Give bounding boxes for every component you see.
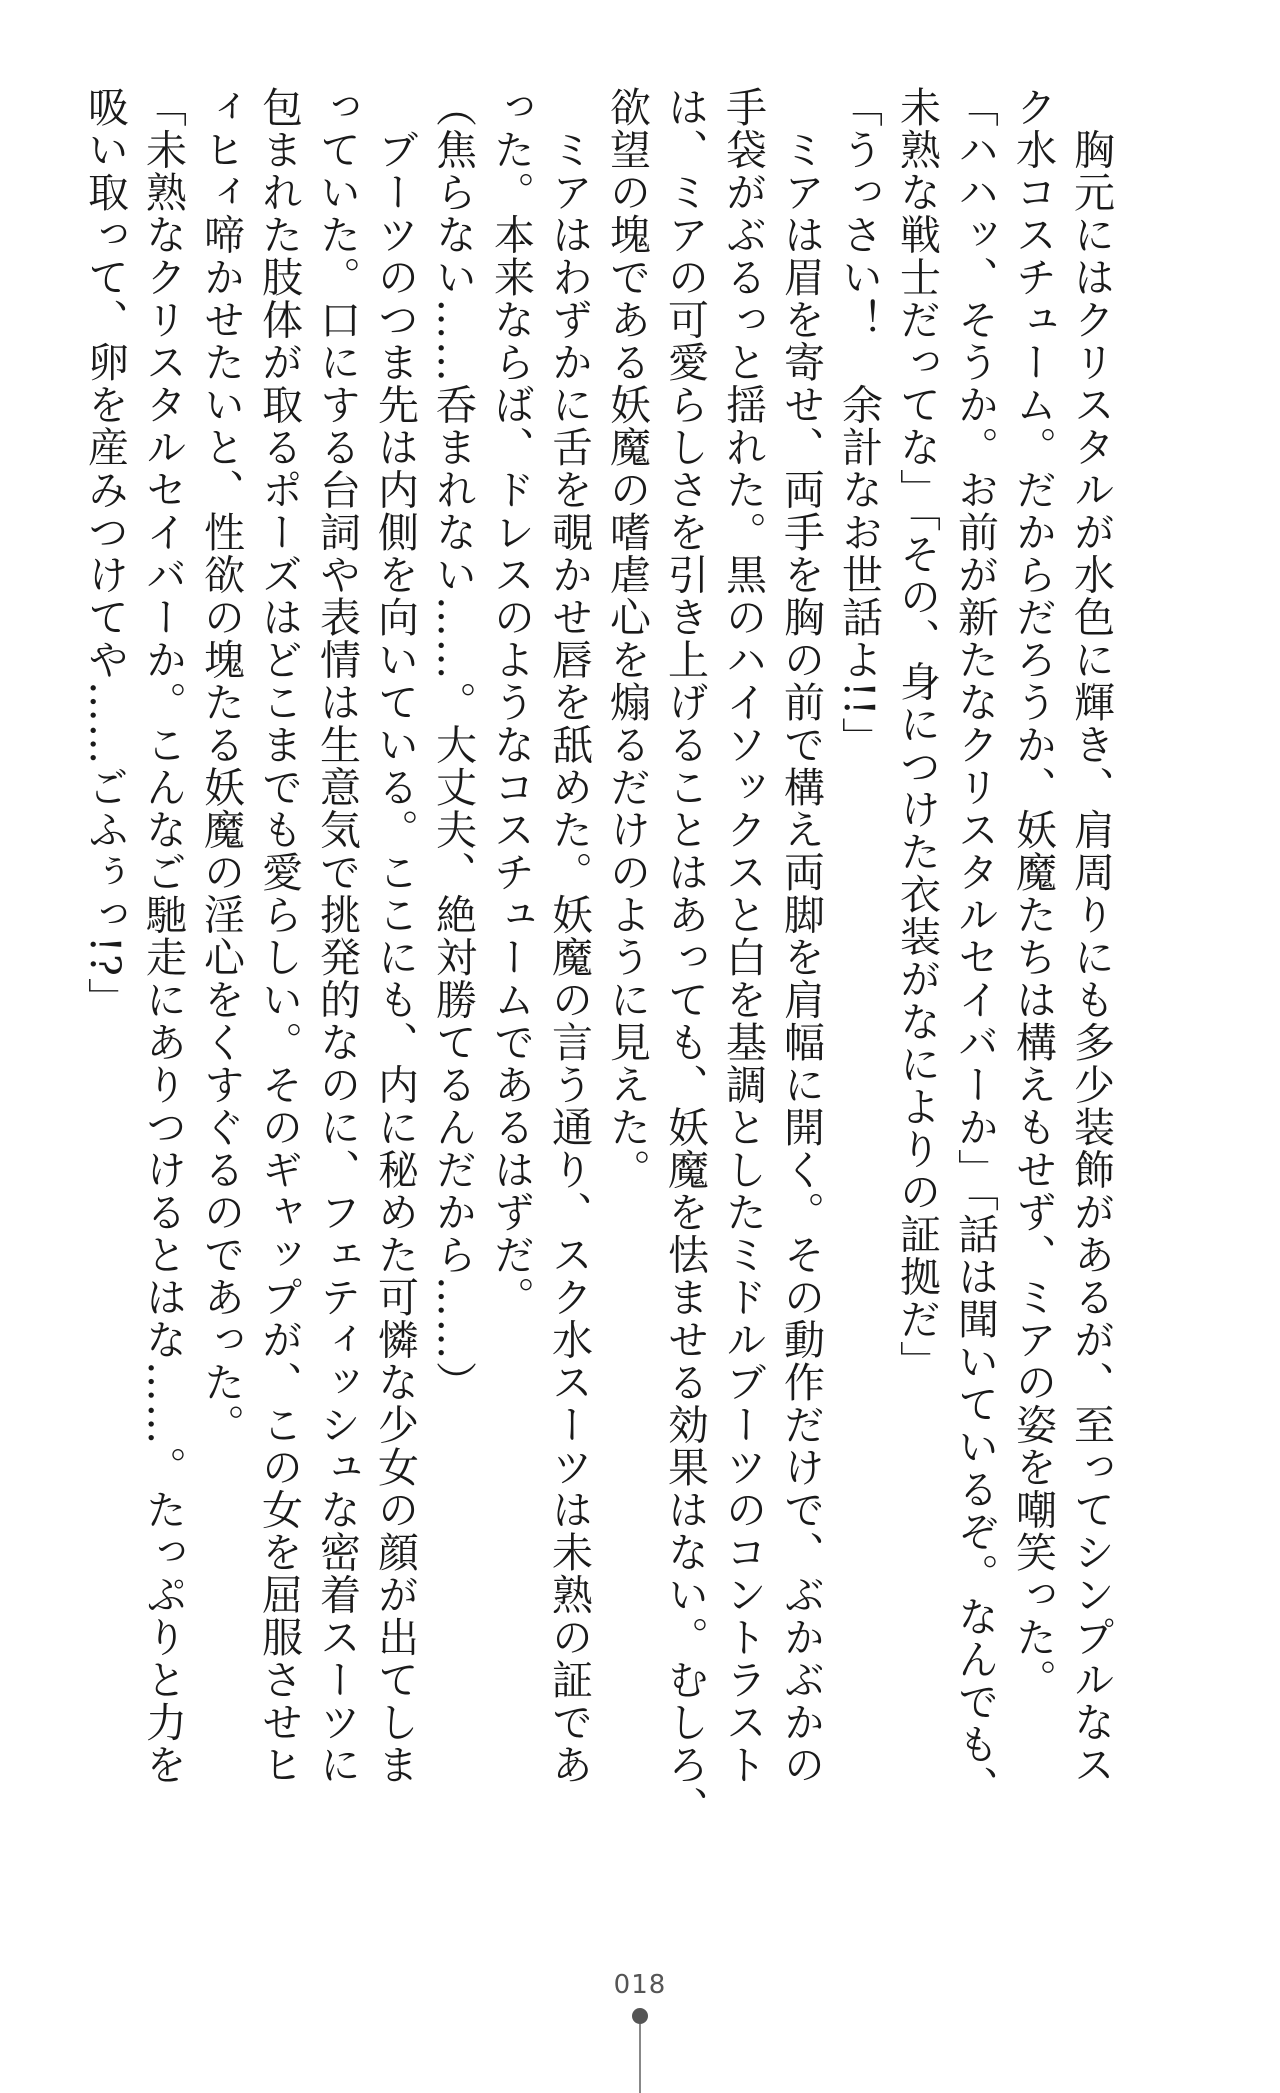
text-column: ミアはわずかに舌を覗かせ唇を舐めた。妖魔の言う通り、スク水スーツは未熟の証であ (545, 86, 593, 1786)
text-column: （焦らない……呑まれない……。大丈夫、絶対勝てるんだから……） (429, 86, 477, 1404)
text-column: 胸元にはクリスタルが水色に輝き、肩周りにも多少装飾があるが、至ってシンプルなス (1067, 86, 1115, 1786)
text-column: ク水コスチューム。だからだろうか、妖魔たちは構えもせず、ミアの姿を嘲笑った。 (1009, 86, 1057, 1701)
text-column: ミアは眉を寄せ、両手を胸の前で構え両脚を肩幅に開く。その動作だけで、ぶかぶかの (777, 86, 825, 1786)
text-column: 「未熟なクリスタルセイバーか。こんなご馳走にありつけるとはな……。たっぷりと力を (139, 86, 187, 1786)
text-column: った。本来ならば、ドレスのようなコスチュームであるはずだ。 (487, 86, 535, 1319)
page-marker-dot-icon (632, 2008, 648, 2024)
text-column: 「うっさい！ 余計なお世話よ!!」 (835, 86, 883, 760)
text-column: 手袋がぶるっと揺れた。黒のハイソックスと白を基調としたミドルブーツのコントラスト (719, 86, 767, 1786)
text-column: っていた。口にする台詞や表情は生意気で挑発的なのに、フェティッシュな密着スーツに (313, 86, 361, 1786)
text-column: ブーツのつま先は内側を向いている。ここにも、内に秘めた可憐な少女の顔が出てしま (371, 86, 419, 1786)
text-column: 「ハハッ、そうか。お前が新たなクリスタルセイバーか」「話は聞いているぞ。なんでも、 (951, 86, 999, 1808)
page-number: 018 (613, 1970, 667, 2000)
page-marker-line (639, 2024, 641, 2093)
text-column: は、ミアの可愛らしさを引き上げることはあっても、妖魔を怯ませる効果はない。むしろ、 (661, 86, 709, 1829)
text-column: 吸い取って、卵を産みつけてや……ごふぅっ!?」 (81, 86, 129, 1020)
text-column: 未熟な戦士だってな」「その、身につけた衣装がなによりの証拠だ」 (893, 86, 941, 1383)
text-column: 欲望の塊である妖魔の嗜虐心を煽るだけのように見えた。 (603, 86, 651, 1191)
text-column: 包まれた肢体が取るポーズはどこまでも愛らしい。そのギャップが、この女を屈服させヒ (255, 86, 303, 1786)
text-column: ィヒィ啼かせたいと、性欲の塊たる妖魔の淫心をくすぐるのであった。 (197, 86, 245, 1446)
vertical-text-body (81, 86, 1120, 1829)
